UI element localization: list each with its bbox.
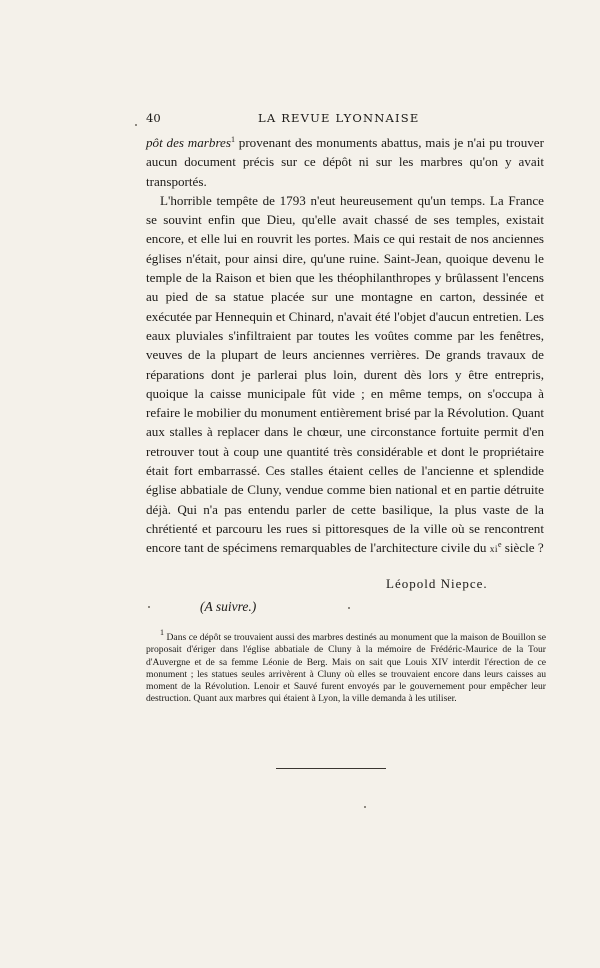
footnote-reference: 1 [230,135,235,144]
paper-speck [364,806,366,808]
century-numeral: xi [489,545,498,556]
footnote [146,628,546,706]
body-text [146,133,544,561]
paragraph-main [146,191,544,561]
paper-speck [148,606,150,608]
paper-speck [348,607,350,609]
paragraph-2-end: siècle ? [501,540,544,556]
paragraph-1-text: provenant des monuments abattus, mais je n'ai pu trouver aucun document précis sur ce dépôt ni sur les marbres qu'on y avait transportés. [146,135,544,189]
running-title: LA REVUE LYONNAISE [258,111,420,125]
italic-phrase: pôt des marbres [146,135,231,150]
running-header [146,111,544,127]
page-number: 40 [146,111,161,125]
footnote-text: Dans ce dépôt se trouvaient aussi des marbres destinés au monument que la maison de Bouillon se proposait d'ériger dans l'église abbatiale de Cluny à la mémoire de Frédéric-Maurice de la Tour d'Auvergne et de sa femme Léonie de Berg. Mais on sait que Louis XIV interdit l'érection de ce monument ; les statues seules arrivèrent à Cluny où elles se trouvaient encore dans leurs caisses au moment de la Révolution. Lenoir et Sauvé furent envoyés par le gouvernement pour empêcher leur destruction. Quant aux marbres qui étaient à Lyon, la ville demanda à les utiliser. [146,632,546,705]
author-signature: Léopold Niepce. [386,576,488,591]
paragraph-2-text: L'horrible tempête de 1793 n'eut heureusement qu'un temps. La France se souvint enfin que Dieu, qu'elle avait chassé de ses temples, existait encore, et elle lui en rouvrit les portes. Mais ce qui restait de nos anciennes églises n'était, pour ainsi dire, qu'une ruine. Saint-Jean, quoique devenu le temple de la Raison et bien que les théophilanthropes y brûlassent l'encens au pied de sa statue placée sur une montagne en carton, dessinée et exécutée par Hennequin et Chinard, n'avait été l'objet d'aucun entretien. Les eaux pluviales s'infiltraient par toutes les voûtes comme par les fenêtres, veuves de la plupart de leurs anciennes verrières. De grands travaux de réparations dont je parlerai plus loin, durent dès lors y être entrepris, quoique la caisse municipale fût vide ; en même temps, on s'occupa à refaire le mobilier du monument entièrement brisé par la Révolution. Quant aux stalles à replacer dans le chœur, une circonstance fortuite permit d'en retrouver tout à coup une quantité très considérable et dont le propriétaire était fort embarrassé. Ces stalles étaient celles de l'ancienne et splendide église abbatiale de Cluny, vendue comme bien national et en partie détruite déjà. Qui n'a pas entendu parler de cette basilique, la plus vaste de la chrétienté et parcouru les rues si pittoresques de la ville où se rencontrent encore tant de spécimens remarquables de l'architecture civile du [146,192,544,556]
footnote-marker: 1 [160,628,164,637]
paragraph-continued [146,133,544,191]
paper-speck [135,124,137,126]
end-rule [276,768,386,769]
century-superscript: e [497,540,502,550]
to-be-continued: (A suivre.) [200,599,257,614]
